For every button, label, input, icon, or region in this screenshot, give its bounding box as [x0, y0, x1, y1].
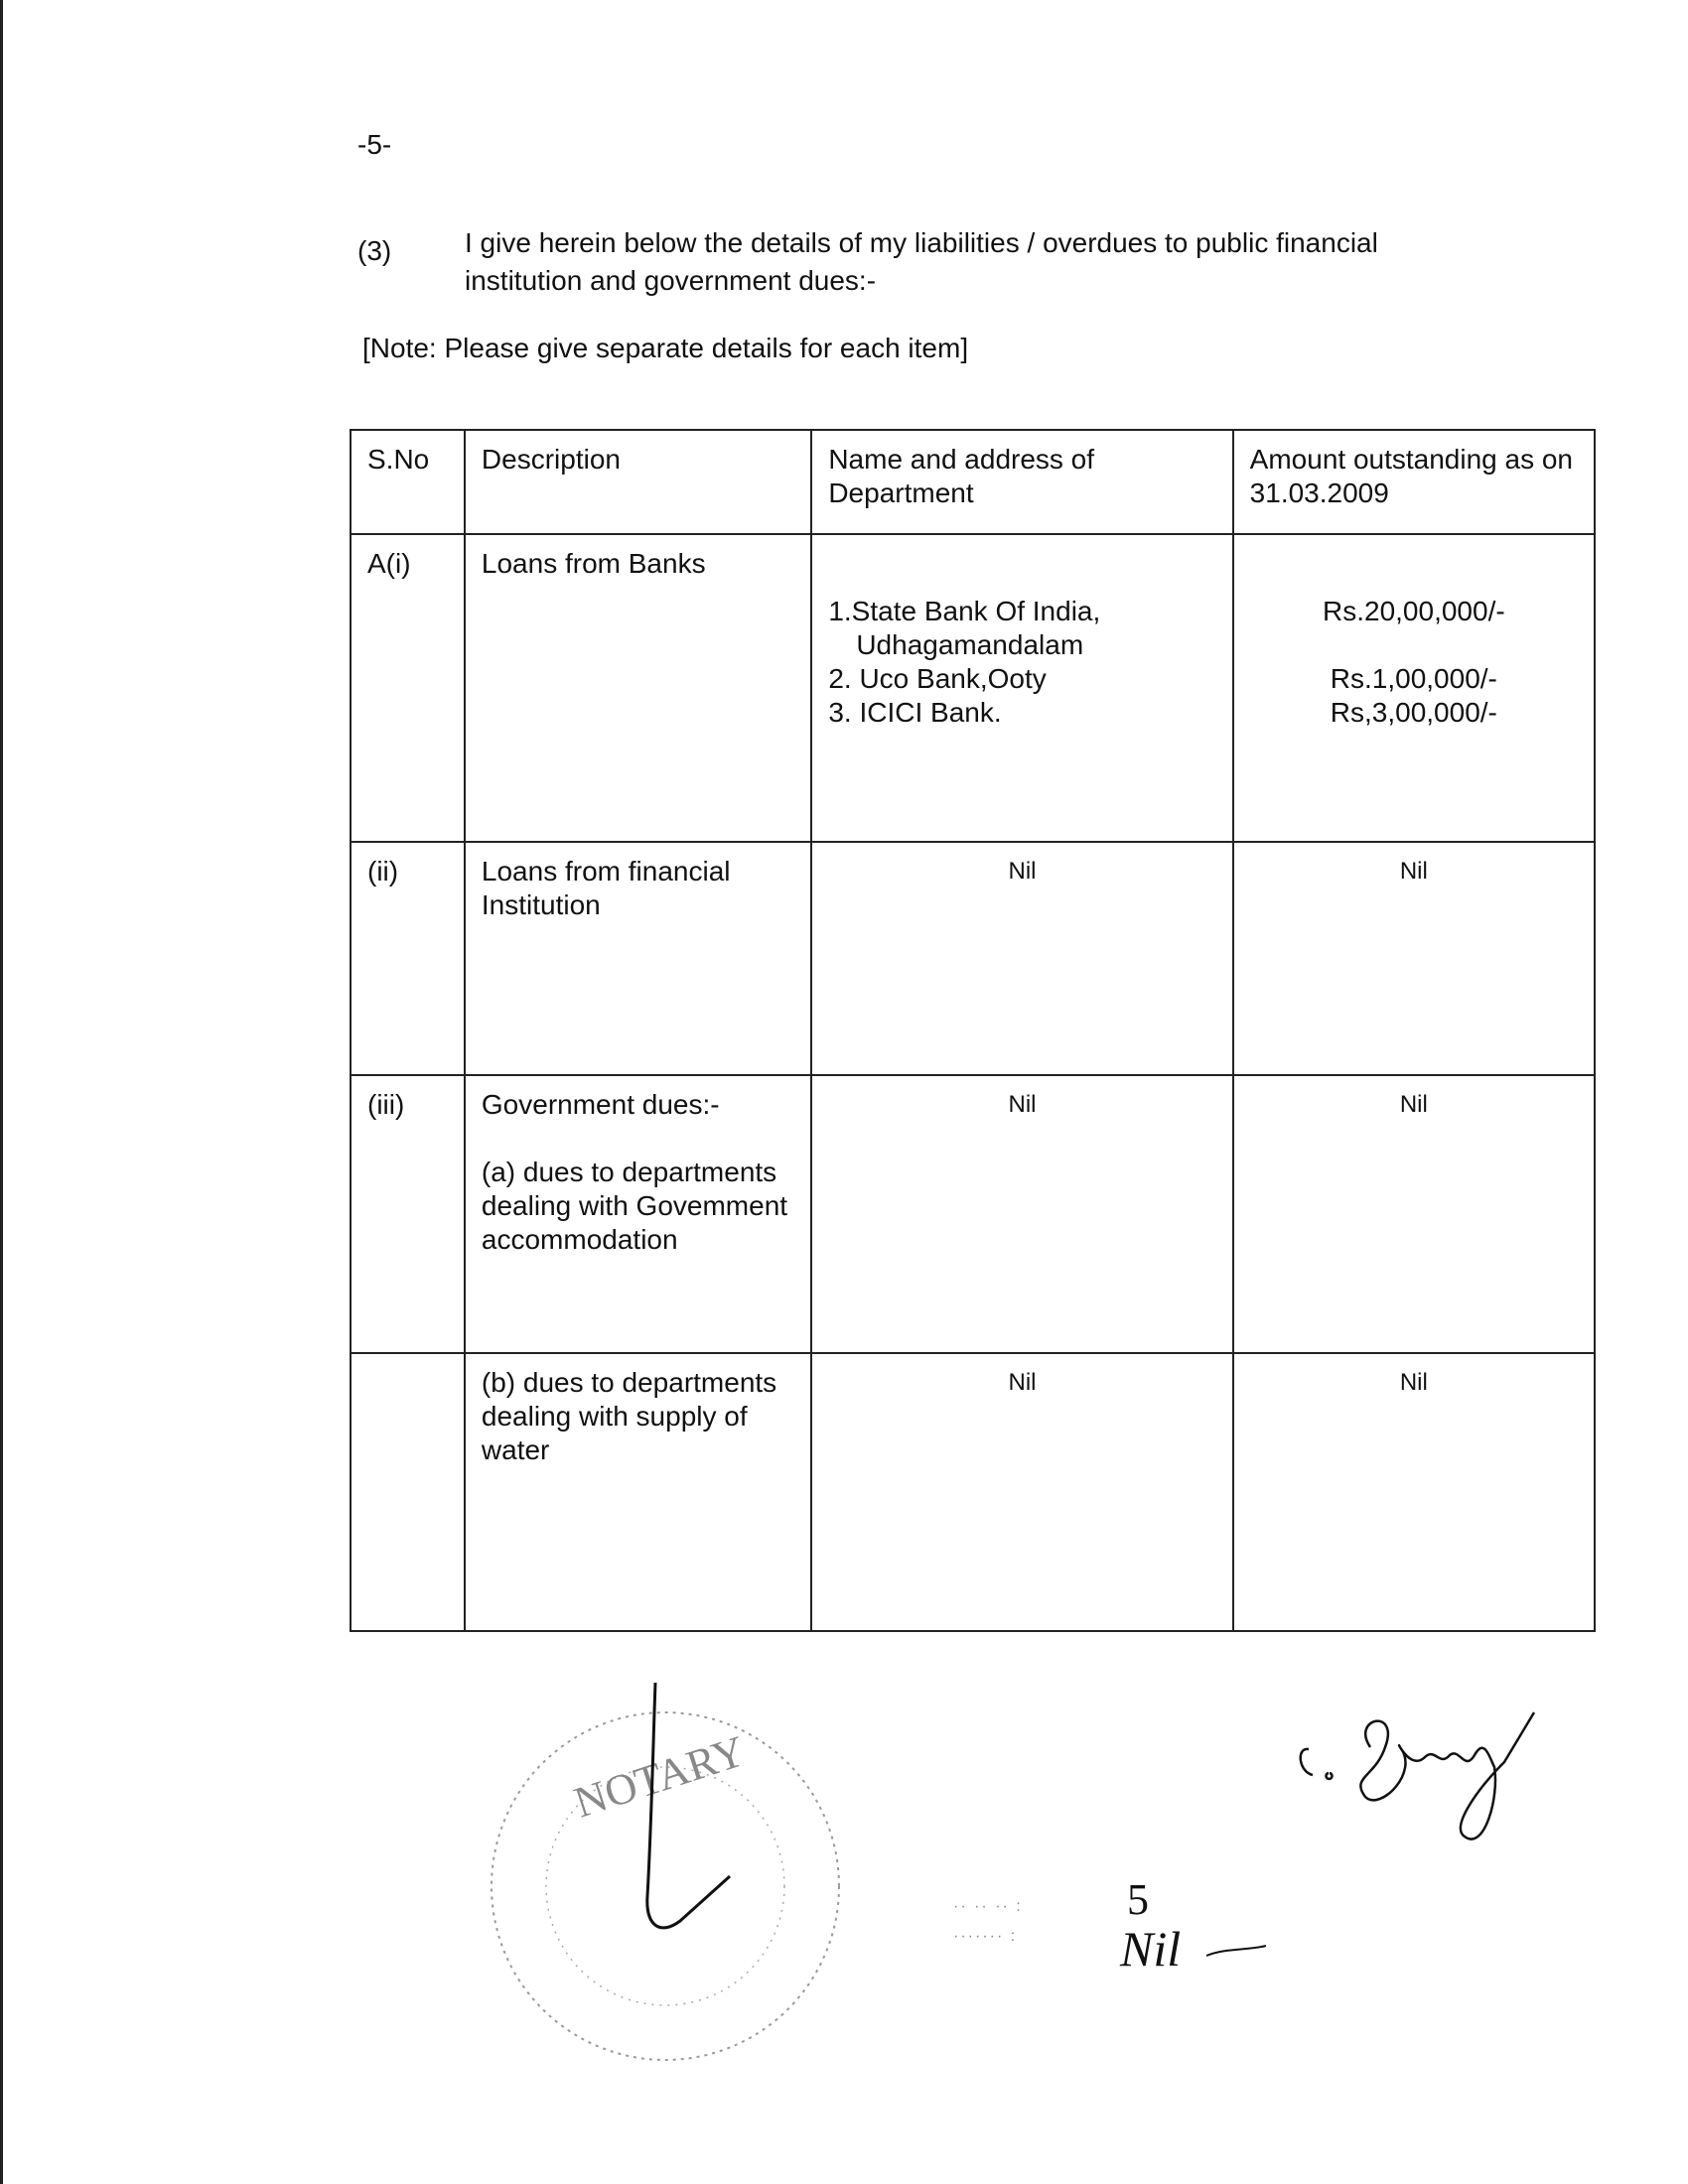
- header-sno: S.No: [351, 430, 465, 534]
- item-number: (3): [357, 235, 392, 266]
- row-sno: [351, 1353, 465, 1631]
- amount-value: Rs.1,00,000/-: [1330, 663, 1497, 694]
- header-department: Name and address of Department: [811, 430, 1232, 534]
- bank-name: 1.State Bank Of India,: [828, 596, 1101, 626]
- table-row: [351, 1075, 1595, 1353]
- bank-name: 2. Uco Bank,Ooty: [828, 663, 1047, 694]
- left-margin-rule: [0, 0, 3, 2184]
- notary-stamp: [467, 1678, 864, 2095]
- row-description: [465, 1075, 811, 1353]
- handwritten-note: [953, 1876, 1271, 1985]
- bank-list: [811, 534, 1232, 842]
- row-sno: (ii): [351, 842, 465, 1075]
- row-description: Loans from Banks: [465, 534, 811, 842]
- department-value: Nil: [811, 1075, 1232, 1353]
- department-value: Nil: [811, 842, 1232, 1075]
- handwritten-nil: Nil: [1120, 1921, 1182, 1977]
- row-description: Loans from financial Institution: [465, 842, 811, 1075]
- bank-location: Udhagamandalam: [856, 629, 1084, 660]
- row-sno: A(i): [351, 534, 465, 842]
- stamp-faint-line: ······· :: [953, 1928, 1018, 1945]
- header-amount: Amount outstanding as on 31.03.2009: [1233, 430, 1595, 534]
- table-header-row: [351, 430, 1595, 534]
- handwritten-number: 5: [1127, 1876, 1149, 1924]
- note-text: [Note: Please give separate details for each item]: [362, 333, 969, 363]
- department-value: Nil: [811, 1353, 1232, 1631]
- table-row: [351, 1353, 1595, 1631]
- bank-amounts: [1233, 534, 1595, 842]
- item-text: I give herein below the details of my liabilities / overdues to public financial institution and government dues:-: [465, 227, 1378, 296]
- amount-value: Nil: [1233, 842, 1595, 1075]
- table-row: [351, 842, 1595, 1075]
- row-sub-item: (a) dues to departments dealing with Govemment accommodation: [481, 1157, 788, 1255]
- signature: [1291, 1678, 1549, 1856]
- amount-value: Rs,3,00,000/-: [1330, 697, 1497, 728]
- row-description: (b) dues to departments dealing with supply of water: [465, 1353, 811, 1631]
- table-row: [351, 534, 1595, 842]
- liabilities-table: [350, 429, 1596, 1632]
- stamp-faint-line: ·· ·· ·· :: [953, 1898, 1023, 1915]
- amount-value: Nil: [1233, 1353, 1595, 1631]
- bank-name: 3. ICICI Bank.: [828, 697, 1002, 728]
- page-number: -5-: [357, 129, 392, 160]
- amount-value: Rs.20,00,000/-: [1323, 596, 1505, 626]
- row-sno: (iii): [351, 1075, 465, 1353]
- amount-value: Nil: [1233, 1075, 1595, 1353]
- stamp-text: NOTARY: [568, 1726, 752, 1828]
- row-heading: Government dues:-: [481, 1089, 720, 1120]
- header-description: Description: [465, 430, 811, 534]
